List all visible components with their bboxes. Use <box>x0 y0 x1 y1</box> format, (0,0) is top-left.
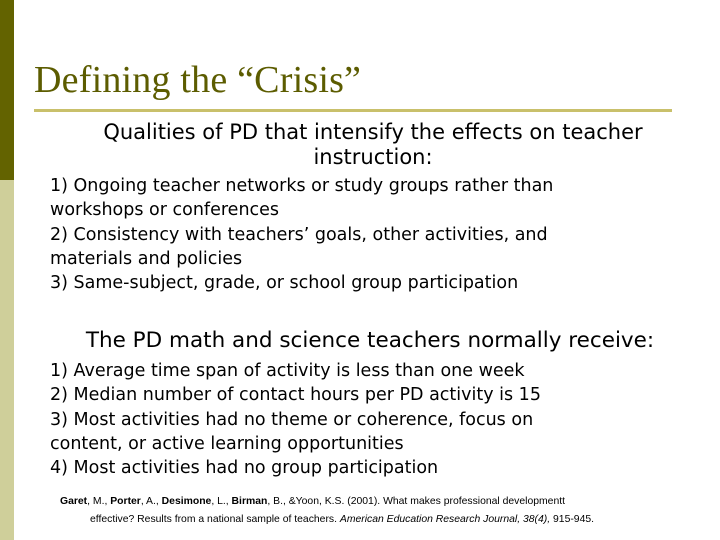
citation-pages: 915-945. <box>550 514 595 525</box>
section1-heading-line1: Qualities of PD that intensify the effects on teacher <box>103 120 643 144</box>
citation-author: Birman <box>231 496 268 507</box>
section1-heading <box>48 120 698 170</box>
accent-bar-top <box>0 0 14 180</box>
citation <box>60 493 710 529</box>
citation-line1 <box>60 496 565 507</box>
citation-text: effective? Results from a national sample of teachers. <box>90 514 340 525</box>
list-item: content, or active learning opportunities <box>50 433 404 454</box>
citation-author: Desimone <box>161 496 212 507</box>
list-item: 2) Median number of contact hours per PD activity is 15 <box>50 385 541 406</box>
section1-list <box>50 174 700 295</box>
citation-text: , L., <box>211 496 232 507</box>
list-item: 1) Average time span of activity is less than one week <box>50 361 525 381</box>
section2-heading: The PD math and science teachers normally receive: <box>85 328 655 353</box>
citation-author: Porter <box>110 496 141 507</box>
list-item: 3) Most activities had no theme or coherence, focus on <box>50 409 534 430</box>
citation-journal: American Education Research Journal <box>339 514 518 525</box>
list-item: workshops or conferences <box>50 200 280 221</box>
citation-author: Garet <box>60 496 88 507</box>
section1-heading-line2: instruction: <box>313 145 433 169</box>
list-item: 4) Most activities had no group participation <box>50 458 439 479</box>
accent-bar-bottom <box>0 180 14 540</box>
list-item: 2) Consistency with teachers’ goals, other activities, and <box>50 224 548 245</box>
slide-title: Defining the “Crisis” <box>34 59 362 101</box>
citation-text: , M., <box>87 496 111 507</box>
list-item: materials and policies <box>50 248 243 269</box>
title-underline <box>34 109 672 112</box>
list-item: 1) Ongoing teacher networks or study groups rather than <box>50 176 554 196</box>
list-item: 3) Same-subject, grade, or school group participation <box>50 273 519 294</box>
section2-list <box>50 359 700 480</box>
citation-line2 <box>60 511 710 529</box>
citation-volume: , 38(4), <box>517 514 551 525</box>
citation-text: , B., &Yoon, K.S. (2001). What makes professional developmentt <box>267 496 565 507</box>
citation-text: , A., <box>140 496 162 507</box>
